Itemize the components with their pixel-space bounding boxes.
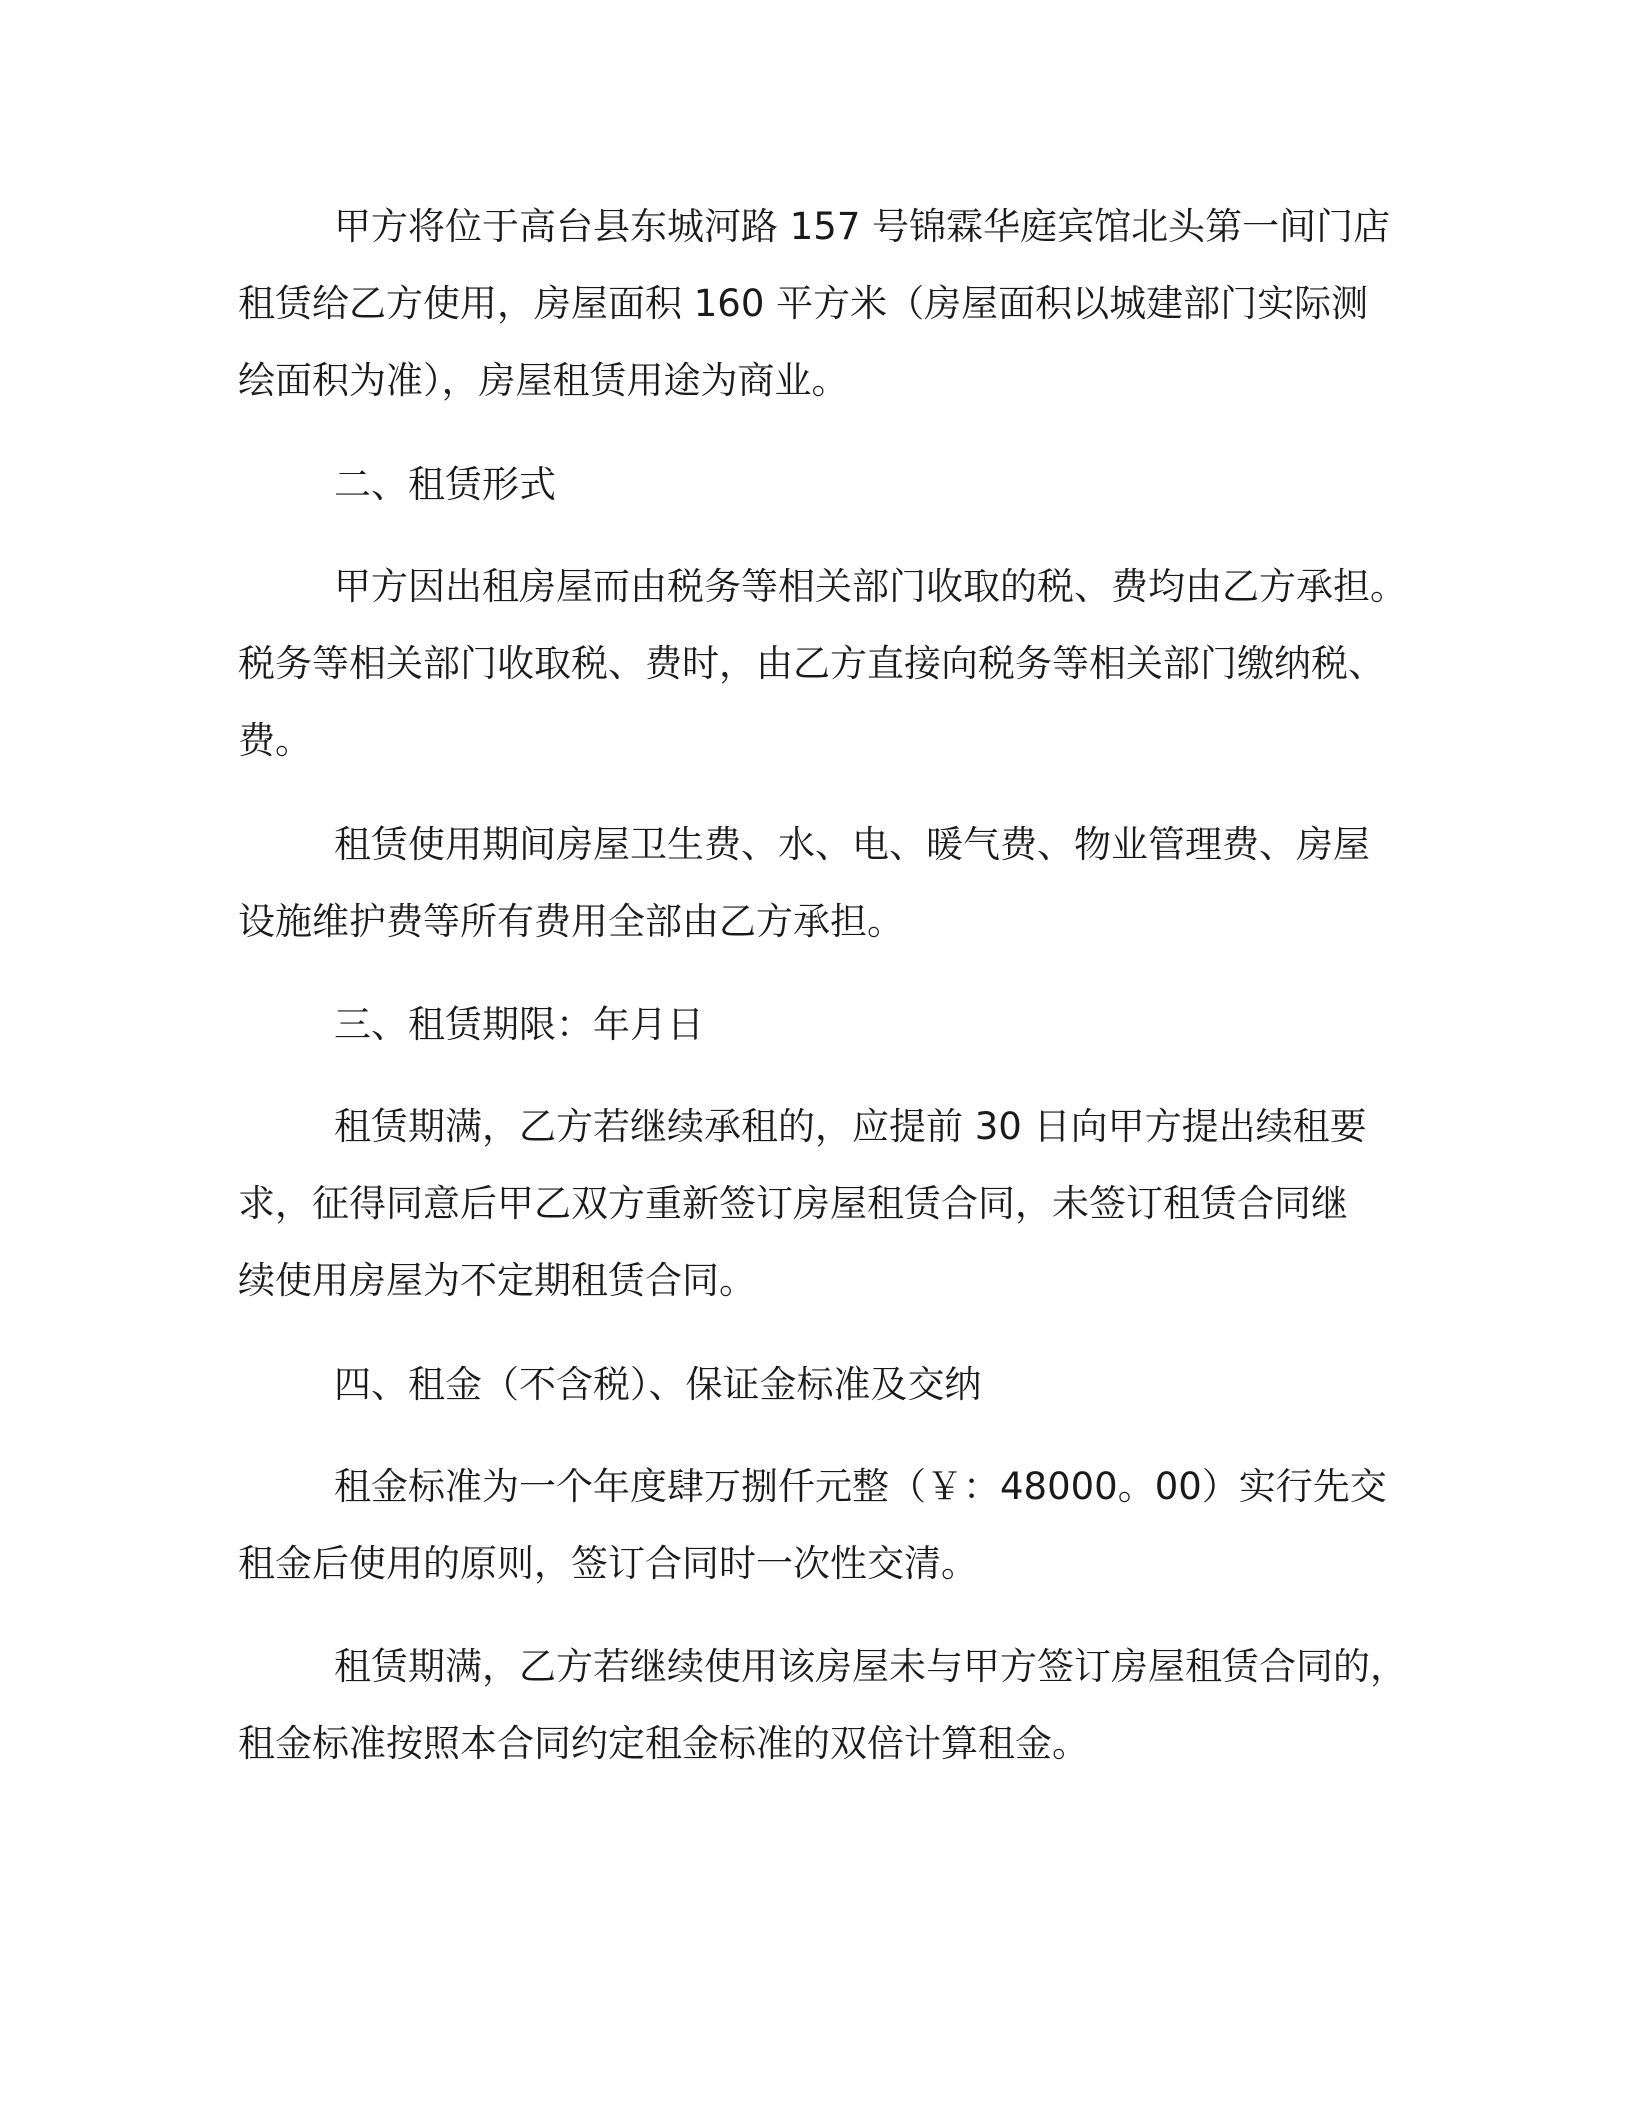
text-line: 设施维护费等所有费用全部由乙方承担。 (238, 900, 904, 943)
text-line: 绘面积为准），房屋租赁用途为商业。 (238, 359, 849, 402)
text-line: 甲方因出租房屋而由税务等相关部门收取的税、费均由乙方承担。 (334, 565, 1407, 608)
paragraph-renewal (238, 1088, 1398, 1319)
text-line: 租赁给乙方使用，房屋面积 160 平方米（房屋面积以城建部门实际测 (238, 282, 1369, 325)
text-line: 四、租金（不含税）、保证金标准及交纳 (334, 1363, 982, 1406)
paragraph-fees (238, 806, 1398, 960)
paragraph-rent-standard (238, 1448, 1398, 1602)
text-line: 税务等相关部门收取税、费时，由乙方直接向税务等相关部门缴纳税、 (238, 642, 1385, 685)
text-line: 租金标准按照本合同约定租金标准的双倍计算租金。 (238, 1722, 1089, 1765)
text-line: 费。 (238, 719, 312, 762)
paragraph-premises (238, 188, 1398, 419)
paragraph-taxes (238, 548, 1407, 779)
text-line: 租赁期满，乙方若继续使用该房屋未与甲方签订房屋租赁合同的， (334, 1645, 1407, 1688)
text-line: 求，征得同意后甲乙双方重新签订房屋租赁合同，未签订租赁合同继 (238, 1182, 1348, 1225)
text-line: 二、租赁形式 (334, 463, 556, 506)
heading-lease-term (238, 986, 1398, 1063)
text-line: 三、租赁期限：年月日 (334, 1003, 704, 1046)
heading-lease-form (238, 446, 1398, 523)
text-line: 甲方将位于高台县东城河路 157 号锦霖华庭宾馆北头第一间门店 (334, 205, 1391, 248)
text-line: 租金标准为一个年度肆万捌仟元整（￥：48000。00）实行先交 (334, 1465, 1387, 1508)
text-line: 租赁期满，乙方若继续承租的，应提前 30 日向甲方提出续租要 (334, 1105, 1367, 1148)
text-line: 续使用房屋为不定期租赁合同。 (238, 1259, 756, 1302)
paragraph-overdue-rent (238, 1628, 1407, 1782)
text-line: 租赁使用期间房屋卫生费、水、电、暖气费、物业管理费、房屋 (334, 823, 1370, 866)
heading-rent-deposit (238, 1346, 1398, 1423)
text-line: 租金后使用的原则，签订合同时一次性交清。 (238, 1542, 978, 1585)
